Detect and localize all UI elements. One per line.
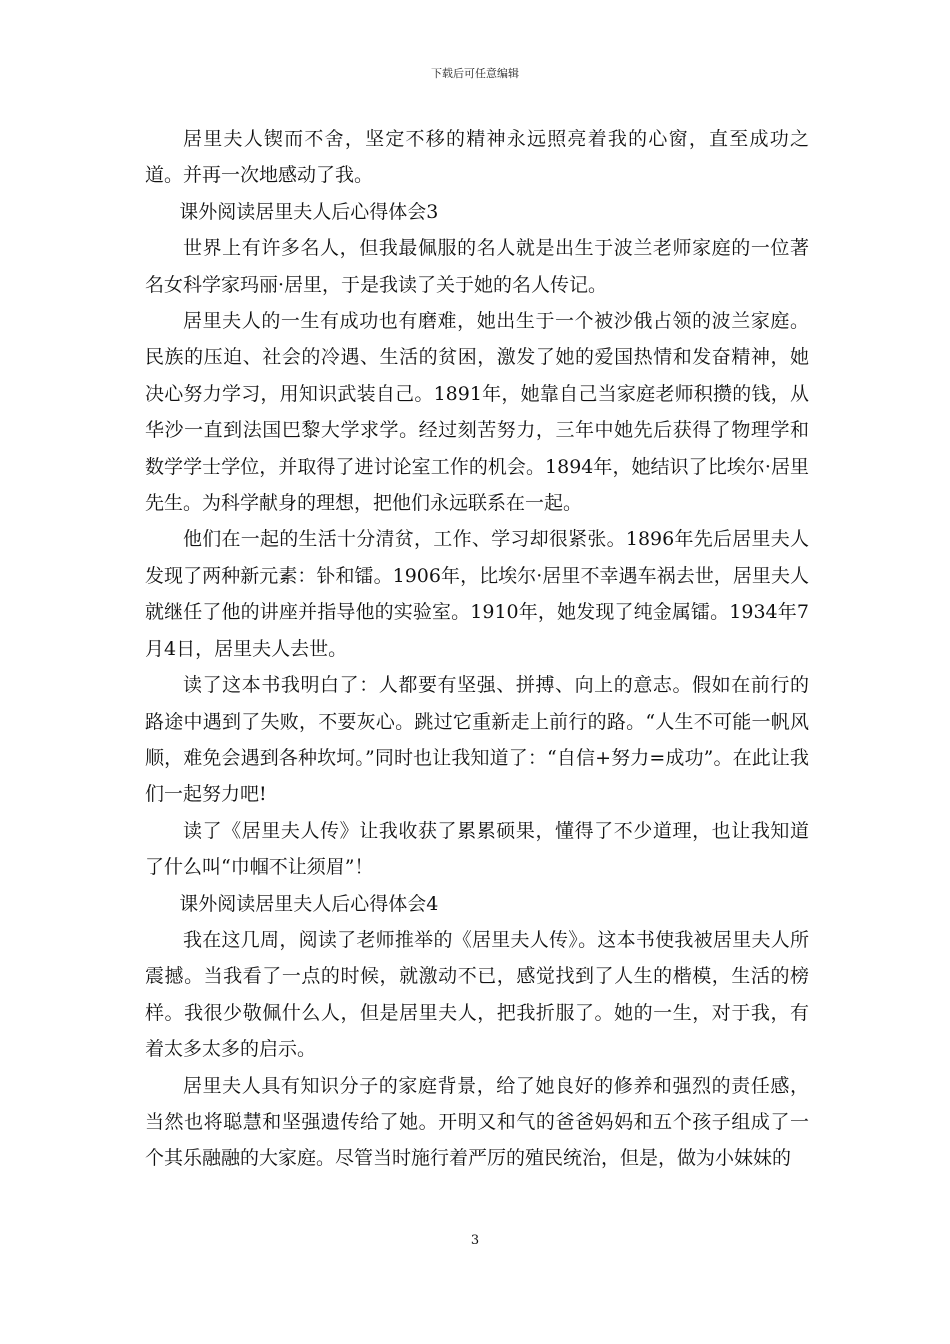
document-body xyxy=(145,121,809,1177)
paragraph: 读了这本书我明白了：人都要有坚强、拼搏、向上的意志。假如在前行的路途中遇到了失败，不要灰心。跳过它重新走上前行的路。“人生不可能一帆风顺，难免会遇到各种坎坷。”同时也让我知道了：“自信+努力=成功”。在此让我们一起努力吧! xyxy=(145,674,809,806)
page-number: 3 xyxy=(470,1233,480,1248)
section-heading: 课外阅读居里夫人后心得体会3 xyxy=(179,200,439,223)
section-heading: 课外阅读居里夫人后心得体会4 xyxy=(179,892,439,915)
paragraph: 他们在一起的生活十分清贫，工作、学习却很紧张。1896年先后居里夫人发现了两种新元素：钋和镭。1906年，比埃尔·居里不幸遇车祸去世，居里夫人就继任了他的讲座并指导他的实验室。1910年，她发现了纯金属镭。1934年7月4日，居里夫人去世。 xyxy=(145,528,809,660)
paragraph: 世界上有许多名人，但我最佩服的名人就是出生于波兰老师家庭的一位著名女科学家玛丽·居里，于是我读了关于她的名人传记。 xyxy=(145,237,809,296)
paragraph: 居里夫人的一生有成功也有磨难，她出生于一个被沙俄占领的波兰家庭。民族的压迫、社会的冷遇、生活的贫困，激发了她的爱国热情和发奋精神，她决心努力学习，用知识武装自己。1891年，她靠自己当家庭老师积攒的钱，从华沙一直到法国巴黎大学求学。经过刻苦努力，三年中她先后获得了物理学和数学学士学位，并取得了进讨论室工作的机会。1894年，她结识了比埃尔·居里先生。为科学献身的理想，把他们永远联系在一起。 xyxy=(145,310,809,515)
paragraph: 居里夫人具有知识分子的家庭背景，给了她良好的修养和强烈的责任感，当然也将聪慧和坚强遗传给了她。开明又和气的爸爸妈妈和五个孩子组成了一个其乐融融的大家庭。尽管当时施行着严厉的殖民统治，但是，做为小妹妹的 xyxy=(145,1074,809,1170)
page-header: 下载后可任意编辑 xyxy=(431,67,519,80)
paragraph: 居里夫人锲而不舍，坚定不移的精神永远照亮着我的心窗，直至成功之道。并再一次地感动了我。 xyxy=(145,128,809,187)
paragraph: 读了《居里夫人传》让我收获了累累硕果，懂得了不少道理，也让我知道了什么叫“巾帼不让须眉”！ xyxy=(145,819,809,879)
paragraph: 我在这几周，阅读了老师推举的《居里夫人传》。这本书使我被居里夫人所震撼。当我看了一点的时候，就激动不已，感觉找到了人生的楷模，生活的榜样。我很少敬佩什么人，但是居里夫人，把我折服了。她的一生，对于我，有着太多太多的启示。 xyxy=(145,928,809,1061)
